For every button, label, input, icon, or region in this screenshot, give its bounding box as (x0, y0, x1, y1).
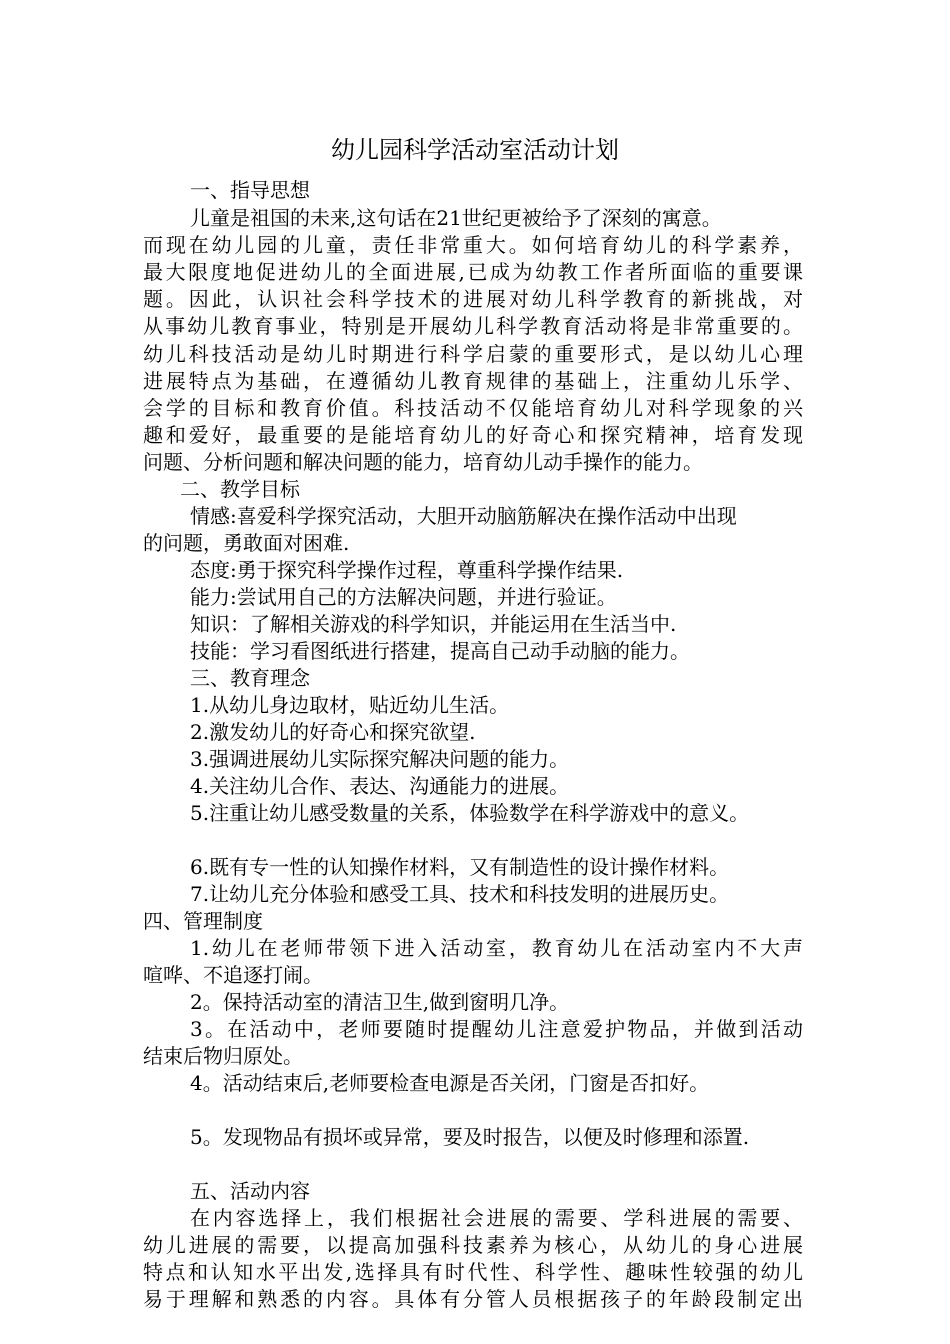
section-heading-guiding-ideology: 一、指导思想 (190, 178, 310, 202)
paragraph-line: 技能：学习看图纸进行搭建，提高自己动手动脑的能力。 (190, 639, 690, 663)
list-item: 喧哗、不追逐打闹。 (143, 963, 323, 987)
paragraph-line: 而现在幼儿园的儿童，责任非常重大。如何培育幼儿的科学素养， (143, 233, 803, 257)
paragraph-line: 态度:勇于探究科学操作过程，尊重科学操作结果. (190, 558, 624, 582)
paragraph-line: 情感:喜爱科学探究活动，大胆开动脑筋解决在操作活动中出现 (190, 504, 737, 528)
paragraph-line: 在内容选择上，我们根据社会进展的需要、学科进展的需要、 (190, 1206, 803, 1230)
list-item: 6.既有专一性的认知操作材料，又有制造性的设计操作材料。 (190, 855, 730, 879)
list-item: 5.注重让幼儿感受数量的关系，体验数学在科学游戏中的意义。 (190, 801, 750, 825)
paragraph-line: 知识：了解相关游戏的科学知识，并能运用在生活当中. (190, 612, 677, 636)
list-item: 结束后物归原处。 (143, 1044, 303, 1068)
paragraph-line: 特点和认知水平出发,选择具有时代性、科学性、趣味性较强的幼儿 (143, 1260, 803, 1284)
paragraph-line: 的问题，勇敢面对困难. (143, 531, 350, 555)
paragraph-line: 能力:尝试用自己的方法解决问题，并进行验证。 (190, 585, 617, 609)
paragraph-line: 从事幼儿教育事业，特别是开展幼儿科学教育活动将是非常重要的。 (143, 314, 803, 338)
list-item: 1.幼儿在老师带领下进入活动室，教育幼儿在活动室内不大声 (190, 936, 803, 960)
page-title: 幼儿园科学活动室活动计划 (331, 136, 619, 164)
paragraph-line: 进展特点为基础，在遵循幼儿教育规律的基础上，注重幼儿乐学、 (143, 369, 803, 393)
list-item: 4。活动结束后,老师要检查电源是否关闭，门窗是否扣好。 (190, 1071, 710, 1095)
list-item: 4.关注幼儿合作、表达、沟通能力的进展。 (190, 774, 570, 798)
list-item: 2.激发幼儿的好奇心和探究欲望. (190, 720, 476, 744)
list-item: 2。保持活动室的清洁卫生,做到窗明几净。 (190, 990, 570, 1014)
paragraph-line: 趣和爱好，最重要的是能培育幼儿的好奇心和探究精神，培育发现 (143, 423, 803, 447)
section-heading-education-philosophy: 三、教育理念 (190, 666, 310, 690)
list-item: 5。发现物品有损坏或异常，要及时报告，以便及时修理和添置. (190, 1125, 750, 1149)
paragraph-line: 问题、分析问题和解决问题的能力，培育幼儿动手操作的能力。 (143, 450, 703, 474)
paragraph-line: 最大限度地促进幼儿的全面进展,已成为幼教工作者所面临的重要课 (143, 260, 803, 284)
paragraph-line: 幼儿科技活动是幼儿时期进行科学启蒙的重要形式，是以幼儿心理 (143, 342, 803, 366)
paragraph-line: 会学的目标和教育价值。科技活动不仅能培育幼儿对科学现象的兴 (143, 396, 803, 420)
list-item: 3.强调进展幼儿实际探究解决问题的能力。 (190, 747, 570, 771)
section-heading-activity-content: 五、活动内容 (190, 1179, 310, 1203)
section-heading-teaching-goals: 二、教学目标 (180, 477, 300, 501)
section-heading-management-rules: 四、管理制度 (143, 909, 263, 933)
list-item: 1.从幼儿身边取材，贴近幼儿生活。 (190, 693, 510, 717)
list-item: 3。在活动中，老师要随时提醒幼儿注意爱护物品，并做到活动 (190, 1017, 803, 1041)
paragraph-line: 易于理解和熟悉的内容。具体有分管人员根据孩子的年龄段制定出 (143, 1287, 803, 1311)
paragraph-line: 儿童是祖国的未来,这句话在21世纪更被给予了深刻的寓意。 (190, 206, 722, 230)
paragraph-line: 幼儿进展的需要，以提高加强科技素养为核心，从幼儿的身心进展 (143, 1233, 803, 1257)
list-item: 7.让幼儿充分体验和感受工具、技术和科技发明的进展历史。 (190, 882, 730, 906)
paragraph-line: 题。因此，认识社会科学技术的进展对幼儿科学教育的新挑战，对 (143, 287, 803, 311)
